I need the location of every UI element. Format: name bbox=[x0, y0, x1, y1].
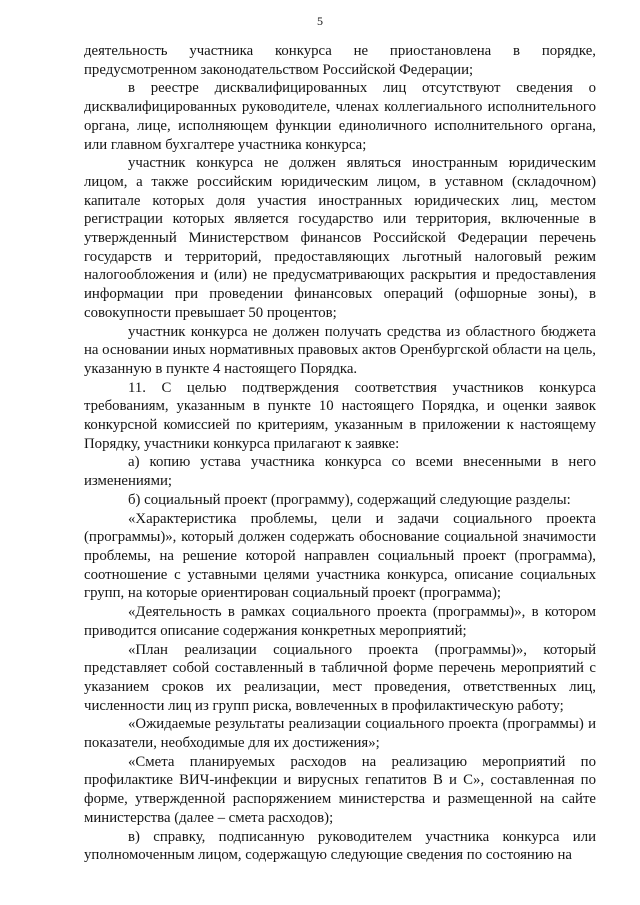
paragraph: б) социальный проект (программу), содержащий следующие разделы: bbox=[128, 491, 571, 508]
paragraph: а) копию устава участника конкурса со всеми внесенными в него изменениями; bbox=[84, 454, 596, 490]
page-number: 5 bbox=[317, 14, 323, 28]
document-body bbox=[84, 42, 596, 865]
paragraph: деятельность участника конкурса не приостановлена в порядке, предусмотренном законодательством Российской Федерации; bbox=[84, 43, 596, 78]
paragraph: 11. С целью подтверждения соответствия участников конкурса требованиям, указанным в пункте 10 настоящего Порядка, и оценки заявок конкурсной комиссией по критериям, указанным в приложении к настоящему Порядку, участники конкурса прилагают к заявке: bbox=[84, 379, 596, 452]
paragraph: «План реализации социального проекта (программы)», который представляет собой составленный в табличной форме перечень мероприятий с указанием сроков их реализации, мест проведения, ответственных лиц, численности лиц из групп риска, вовлеченных в профилактическую работу; bbox=[84, 641, 596, 714]
paragraph: участник конкурса не должен являться иностранным юридическим лицом, а также российским юридическим лицом, в уставном (складочном) капитале которых доля участия иностранных юридических лиц, местом регистрации которых является государство или территория, включенные в утвержденный Министерством финансов Российской Федерации перечень государств и территорий, предоставляющих льготный налоговый режим налогообложения и (или) не предусматривающих раскрытия и предоставления информации при проведении финансовых операций (офшорные зоны), в совокупности превышает 50 процентов; bbox=[84, 155, 596, 321]
paragraph: «Ожидаемые результаты реализации социального проекта (программы) и показатели, необходимые для их достижения»; bbox=[84, 716, 596, 752]
paragraph: «Смета планируемых расходов на реализацию мероприятий по профилактике ВИЧ-инфекции и вирусных гепатитов В и С», составленная по форме, утвержденной распоряжением министерства и размещенной на сайте министерства (далее – смета расходов); bbox=[84, 753, 596, 826]
paragraph: «Характеристика проблемы, цели и задачи социального проекта (программы)», который должен содержать обоснование социальной значимости проблемы, на решение которой направлен социальный проект (программа), соотношение с уставными целями участника конкурса, описание социальных групп, на которые ориентирован социальный проект (программа); bbox=[84, 510, 596, 602]
paragraph: в) справку, подписанную руководителем участника конкурса или уполномоченным лицом, содержащую следующие сведения по состоянию на bbox=[84, 828, 596, 864]
paragraph: «Деятельность в рамках социального проекта (программы)», в котором приводится описание содержания конкретных мероприятий; bbox=[84, 604, 596, 639]
paragraph: участник конкурса не должен получать средства из областного бюджета на основании иных нормативных правовых актов Оренбургской области на цель, указанную в пункте 4 настоящего Порядка. bbox=[84, 323, 596, 377]
paragraph: в реестре дисквалифицированных лиц отсутствуют сведения о дисквалифицированных руководителе, членах коллегиального исполнительного органа, лице, исполняющем функции единоличного исполнительного органа, или главном бухгалтере участника конкурса; bbox=[84, 80, 596, 153]
